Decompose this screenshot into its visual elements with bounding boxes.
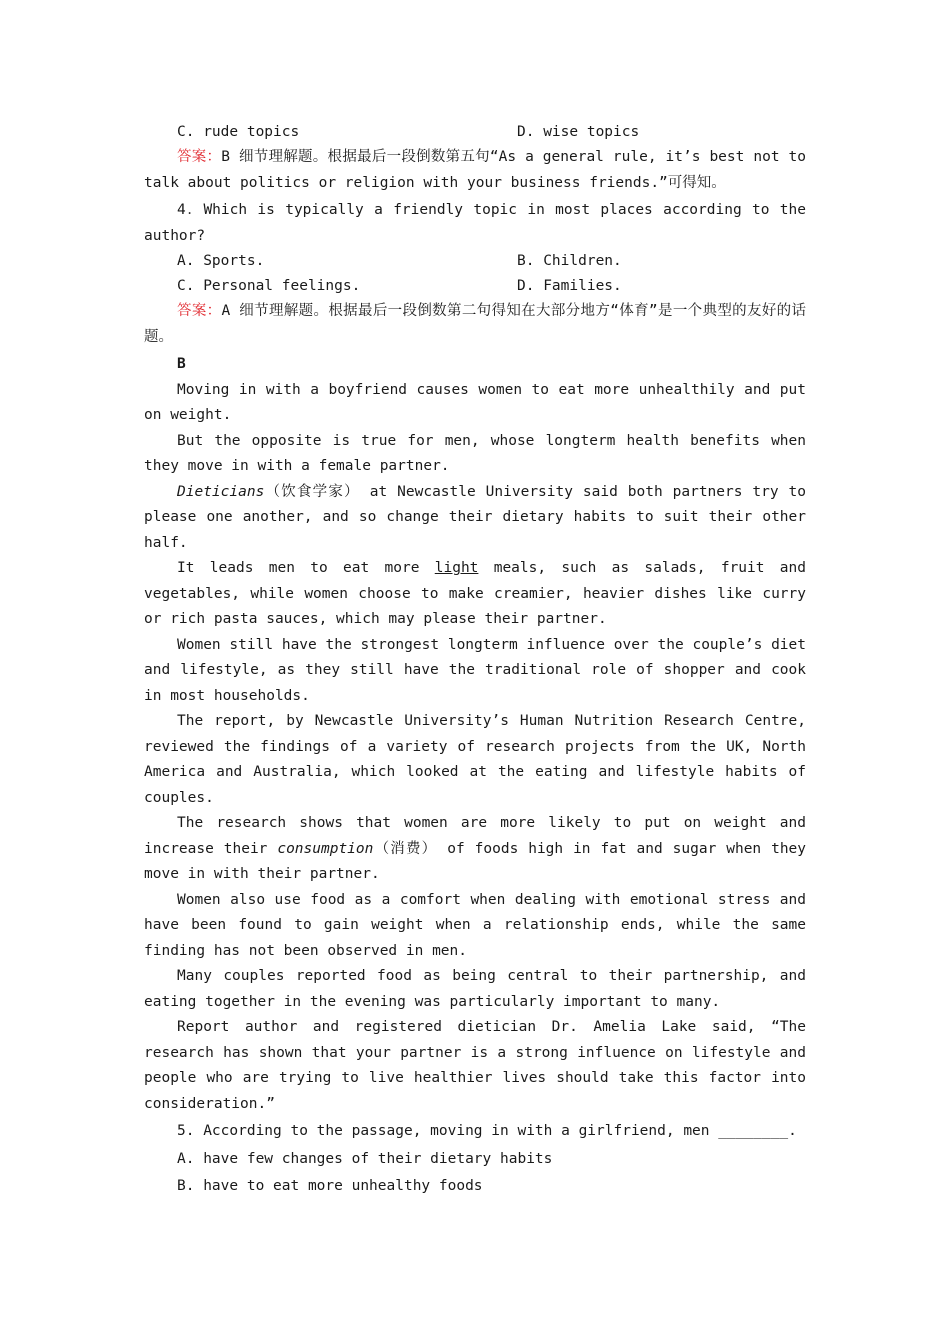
document-content	[144, 120, 806, 1200]
passage-paragraph-7-start: The research shows that women are more likely to put on weight and increase their	[144, 815, 806, 857]
underlined-word-light: light	[434, 560, 479, 576]
q3-answer-text: B 细节理解题。根据最后一段倒数第五句“As a general rule, it’s best not to talk about politics or religion with your business friends.”可得知。	[144, 149, 806, 191]
q5-question: 5. According to the passage, moving in with a girlfriend, men ________.	[177, 1123, 797, 1139]
passage-paragraph-2: But the opposite is true for men, whose longterm health benefits when they move in with a female partner.	[144, 432, 806, 474]
q3-option-c: C. rude topics	[177, 124, 300, 140]
q4-option-b: B. Children.	[517, 253, 622, 269]
term-consumption: consumption	[277, 840, 374, 857]
passage-paragraph-5: Women still have the strongest longterm influence over the couple’s diet and lifestyle, as they still have the traditional role of shopper and cook in most households.	[144, 636, 806, 704]
passage-paragraph-4-start: It leads men to eat more	[177, 560, 435, 576]
passage-paragraph-8: Women also use food as a comfort when dealing with emotional stress and have been found to gain weight when a relationship ends, while the same finding has not been observed in men.	[144, 891, 806, 959]
q4-answer-text: A 细节理解题。根据最后一段倒数第二句得知在大部分地方“体育”是一个典型的友好的话题。	[144, 303, 807, 345]
q3-options-cd	[144, 120, 806, 145]
q4-options-ab	[144, 249, 806, 274]
q4-option-c: C. Personal feelings.	[177, 278, 361, 294]
passage-paragraph-3	[144, 480, 806, 557]
q4-answer-label: 答案：	[177, 303, 222, 319]
passage-paragraph-9: Many couples reported food as being central to their partnership, and eating together in the evening was particularly important to many.	[144, 968, 806, 1010]
section-b-label: B	[177, 356, 186, 372]
gloss-dieticians: （饮食学家）	[264, 483, 360, 500]
q3-answer	[144, 145, 806, 196]
passage-paragraph-7	[144, 811, 806, 888]
passage-paragraph-3-rest: at Newcastle University said both partners try to please one another, and so change their dietary habits to suit their other half.	[144, 483, 806, 551]
gloss-consumption: （消费）	[373, 840, 438, 857]
q5-option-a: A. have few changes of their dietary habits	[177, 1150, 553, 1167]
passage-paragraph-6: The report, by Newcastle University’s Human Nutrition Research Centre, reviewed the findings of a variety of research projects from the UK, North America and Australia, which looked at the eating and lifestyle habits of couples.	[144, 713, 806, 806]
passage-paragraph-4	[144, 556, 806, 633]
term-dieticians: Dieticians	[177, 483, 265, 500]
q4-answer	[144, 299, 806, 350]
passage-paragraph-4-rest: meals, such as salads, fruit and vegetables, while women choose to make creamier, heavier dishes like curry or rich pasta sauces, which may please their partner.	[144, 560, 806, 627]
passage-paragraph-1: Moving in with a boyfriend causes women to eat more unhealthily and put on weight.	[144, 381, 806, 423]
q4-option-a: A. Sports.	[177, 253, 265, 269]
passage-paragraph-10: Report author and registered dietician Dr. Amelia Lake said, “The research has shown that your partner is a strong influence on lifestyle and people who are trying to live healthier lives should take this factor into consideration.”	[144, 1019, 806, 1112]
q5-option-b: B. have to eat more unhealthy foods	[177, 1178, 483, 1194]
q4-options-cd	[144, 274, 806, 299]
q4-option-d: D. Families.	[517, 278, 622, 294]
q3-option-d: D. wise topics	[517, 124, 640, 140]
q4-question: 4．Which is typically a friendly topic in most places according to the author?	[144, 202, 806, 244]
passage-paragraph-7-rest: of foods high in fat and sugar when they move in with their partner.	[144, 840, 807, 882]
q3-answer-label: 答案：	[177, 149, 222, 165]
